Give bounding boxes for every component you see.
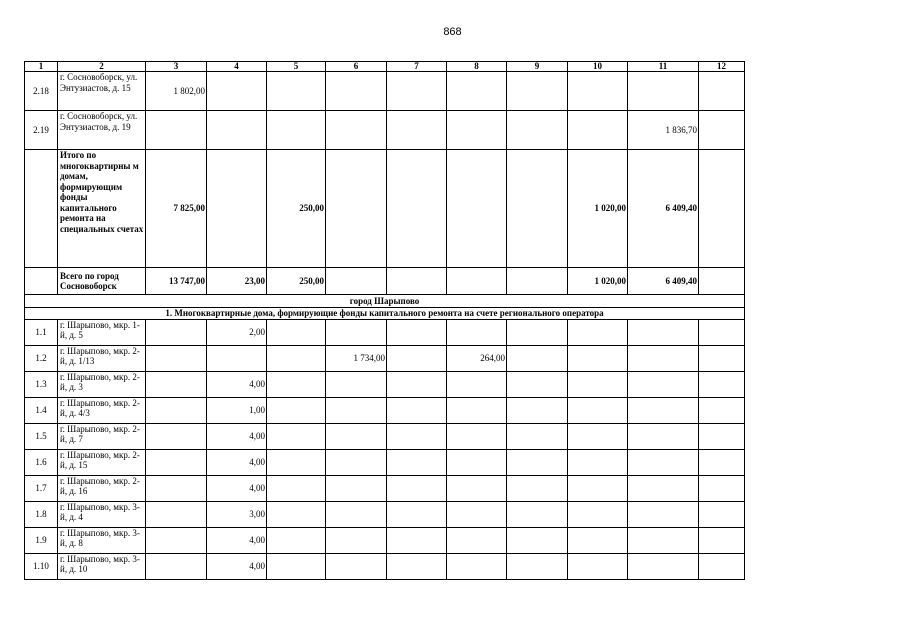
value-cell — [267, 423, 326, 449]
value-cell — [699, 475, 745, 501]
table-row — [25, 72, 745, 111]
city-header: город Шарыпово — [25, 295, 745, 308]
value-cell — [628, 72, 699, 111]
value-cell — [507, 111, 568, 150]
value-cell — [628, 501, 699, 527]
value-cell — [507, 72, 568, 111]
value-cell — [447, 111, 507, 150]
column-header-row — [25, 62, 745, 72]
address-cell: г. Шарыпово, мкр. 3-й, д. 10 — [58, 553, 146, 579]
row-number — [25, 268, 58, 295]
value-cell — [387, 501, 447, 527]
value-cell: 1,00 — [207, 397, 267, 423]
column-header: 7 — [387, 62, 447, 72]
value-cell — [146, 397, 207, 423]
value-cell — [699, 268, 745, 295]
value-cell — [387, 449, 447, 475]
address-cell: г. Сосновоборск, ул. Энтузиастов, д. 19 — [58, 111, 146, 150]
value-cell — [207, 345, 267, 371]
value-cell — [267, 319, 326, 345]
value-cell: 1 802,00 — [146, 72, 207, 111]
value-cell — [568, 475, 628, 501]
address-cell: г. Шарыпово, мкр. 2-й, д. 1/13 — [58, 345, 146, 371]
value-cell — [447, 397, 507, 423]
value-cell — [207, 150, 267, 268]
row-number: 1.1 — [25, 319, 58, 345]
city-header-row — [25, 295, 745, 308]
table-row — [25, 501, 745, 527]
row-number: 1.2 — [25, 345, 58, 371]
address-cell: г. Шарыпово, мкр. 2-й, д. 15 — [58, 449, 146, 475]
table-row — [25, 475, 745, 501]
total-row — [25, 268, 745, 295]
value-cell: 1 734,00 — [326, 345, 387, 371]
value-cell — [387, 268, 447, 295]
value-cell — [507, 449, 568, 475]
value-cell — [447, 501, 507, 527]
value-cell — [568, 527, 628, 553]
value-cell — [699, 319, 745, 345]
table-row — [25, 371, 745, 397]
value-cell — [387, 423, 447, 449]
value-cell: 4,00 — [207, 449, 267, 475]
value-cell: 6 409,40 — [628, 268, 699, 295]
address-cell: г. Шарыпово, мкр. 2-й, д. 4/3 — [58, 397, 146, 423]
value-cell — [447, 371, 507, 397]
value-cell — [628, 371, 699, 397]
value-cell: 4,00 — [207, 527, 267, 553]
row-number: 2.18 — [25, 72, 58, 111]
section-header-row — [25, 308, 745, 320]
value-cell: 4,00 — [207, 423, 267, 449]
value-cell — [447, 527, 507, 553]
row-number: 1.10 — [25, 553, 58, 579]
table-row — [25, 319, 745, 345]
value-cell — [326, 319, 387, 345]
value-cell — [267, 371, 326, 397]
value-cell — [447, 319, 507, 345]
column-header: 2 — [58, 62, 146, 72]
value-cell — [326, 397, 387, 423]
value-cell: 4,00 — [207, 475, 267, 501]
value-cell — [699, 72, 745, 111]
row-number: 1.9 — [25, 527, 58, 553]
column-header: 12 — [699, 62, 745, 72]
value-cell — [146, 423, 207, 449]
value-cell — [267, 111, 326, 150]
value-cell — [568, 72, 628, 111]
value-cell — [699, 345, 745, 371]
table-row — [25, 345, 745, 371]
column-header: 11 — [628, 62, 699, 72]
value-cell — [326, 501, 387, 527]
table-row — [25, 527, 745, 553]
value-cell — [326, 72, 387, 111]
value-cell — [267, 501, 326, 527]
value-cell — [326, 423, 387, 449]
value-cell: 6 409,40 — [628, 150, 699, 268]
value-cell — [146, 345, 207, 371]
value-cell: 250,00 — [267, 268, 326, 295]
value-cell — [146, 449, 207, 475]
table-row — [25, 553, 745, 579]
value-cell: 264,00 — [447, 345, 507, 371]
value-cell — [447, 423, 507, 449]
value-cell — [699, 527, 745, 553]
value-cell — [628, 553, 699, 579]
value-cell — [628, 423, 699, 449]
row-number: 2.19 — [25, 111, 58, 150]
column-header: 9 — [507, 62, 568, 72]
value-cell — [507, 553, 568, 579]
column-header: 10 — [568, 62, 628, 72]
value-cell: 23,00 — [207, 268, 267, 295]
value-cell — [628, 345, 699, 371]
value-cell — [146, 319, 207, 345]
value-cell: 4,00 — [207, 371, 267, 397]
row-number: 1.8 — [25, 501, 58, 527]
section-header: 1. Многоквартирные дома, формирующие фонды капитального ремонта на счете регионального оператора — [25, 308, 745, 320]
value-cell — [699, 553, 745, 579]
value-cell — [387, 345, 447, 371]
value-cell — [699, 501, 745, 527]
column-header: 5 — [267, 62, 326, 72]
value-cell — [568, 371, 628, 397]
address-cell: Всего по город Сосновоборск — [58, 268, 146, 295]
address-cell: г. Шарыпово, мкр. 3-й, д. 8 — [58, 527, 146, 553]
value-cell — [447, 449, 507, 475]
value-cell — [326, 150, 387, 268]
value-cell — [568, 423, 628, 449]
budget-table — [24, 61, 745, 580]
value-cell — [628, 475, 699, 501]
total-row — [25, 150, 745, 268]
address-cell: г. Шарыпово, мкр. 3-й, д. 4 — [58, 501, 146, 527]
column-header: 3 — [146, 62, 207, 72]
address-cell: г. Шарыпово, мкр. 2-й, д. 16 — [58, 475, 146, 501]
value-cell — [326, 475, 387, 501]
row-number: 1.4 — [25, 397, 58, 423]
value-cell — [387, 72, 447, 111]
column-header: 6 — [326, 62, 387, 72]
address-cell: г. Шарыпово, мкр. 1-й, д. 5 — [58, 319, 146, 345]
row-number: 1.7 — [25, 475, 58, 501]
value-cell — [628, 397, 699, 423]
value-cell — [568, 319, 628, 345]
column-header: 4 — [207, 62, 267, 72]
value-cell — [507, 527, 568, 553]
value-cell — [267, 72, 326, 111]
value-cell — [568, 449, 628, 475]
table-row — [25, 449, 745, 475]
value-cell — [267, 527, 326, 553]
value-cell — [146, 371, 207, 397]
value-cell — [207, 72, 267, 111]
value-cell — [699, 423, 745, 449]
value-cell — [146, 527, 207, 553]
value-cell — [387, 475, 447, 501]
row-number — [25, 150, 58, 268]
value-cell: 1 020,00 — [568, 268, 628, 295]
value-cell — [507, 397, 568, 423]
value-cell — [326, 268, 387, 295]
row-number: 1.3 — [25, 371, 58, 397]
value-cell: 1 836,70 — [628, 111, 699, 150]
value-cell: 7 825,00 — [146, 150, 207, 268]
table-row — [25, 111, 745, 150]
value-cell: 250,00 — [267, 150, 326, 268]
value-cell — [267, 397, 326, 423]
address-cell: г. Шарыпово, мкр. 2-й, д. 3 — [58, 371, 146, 397]
value-cell — [507, 345, 568, 371]
value-cell — [326, 371, 387, 397]
value-cell — [387, 150, 447, 268]
value-cell: 2,00 — [207, 319, 267, 345]
value-cell — [207, 111, 267, 150]
value-cell — [267, 553, 326, 579]
value-cell — [699, 111, 745, 150]
value-cell — [628, 449, 699, 475]
value-cell: 4,00 — [207, 553, 267, 579]
value-cell — [699, 371, 745, 397]
value-cell: 3,00 — [207, 501, 267, 527]
value-cell — [507, 319, 568, 345]
value-cell — [326, 111, 387, 150]
value-cell — [447, 475, 507, 501]
value-cell — [267, 449, 326, 475]
row-number: 1.6 — [25, 449, 58, 475]
address-cell: Итого по многоквартирны м домам, формирующим фонды капитального ремонта на специальных счетах — [58, 150, 146, 268]
value-cell: 1 020,00 — [568, 150, 628, 268]
value-cell — [326, 449, 387, 475]
address-cell: г. Шарыпово, мкр. 2-й, д. 7 — [58, 423, 146, 449]
value-cell — [507, 371, 568, 397]
value-cell — [387, 527, 447, 553]
value-cell — [447, 72, 507, 111]
value-cell — [699, 449, 745, 475]
value-cell — [387, 553, 447, 579]
row-number: 1.5 — [25, 423, 58, 449]
value-cell — [507, 268, 568, 295]
value-cell — [326, 553, 387, 579]
column-header: 1 — [25, 62, 58, 72]
value-cell — [568, 397, 628, 423]
value-cell — [326, 527, 387, 553]
address-cell: г. Сосновоборск, ул. Энтузиастов, д. 15 — [58, 72, 146, 111]
column-header: 8 — [447, 62, 507, 72]
value-cell — [507, 475, 568, 501]
value-cell — [447, 268, 507, 295]
value-cell — [146, 501, 207, 527]
value-cell — [387, 397, 447, 423]
value-cell — [568, 111, 628, 150]
value-cell — [568, 501, 628, 527]
value-cell — [507, 501, 568, 527]
value-cell — [699, 150, 745, 268]
value-cell — [387, 319, 447, 345]
value-cell — [146, 553, 207, 579]
table-row — [25, 423, 745, 449]
table-row — [25, 397, 745, 423]
value-cell — [267, 475, 326, 501]
value-cell — [387, 371, 447, 397]
value-cell — [447, 150, 507, 268]
value-cell — [568, 345, 628, 371]
value-cell — [568, 553, 628, 579]
value-cell: 13 747,00 — [146, 268, 207, 295]
page-number: 868 — [443, 26, 462, 38]
value-cell — [628, 319, 699, 345]
value-cell — [507, 423, 568, 449]
value-cell — [146, 111, 207, 150]
value-cell — [146, 475, 207, 501]
value-cell — [447, 553, 507, 579]
value-cell — [699, 397, 745, 423]
value-cell — [628, 527, 699, 553]
value-cell — [507, 150, 568, 268]
value-cell — [267, 345, 326, 371]
value-cell — [387, 111, 447, 150]
